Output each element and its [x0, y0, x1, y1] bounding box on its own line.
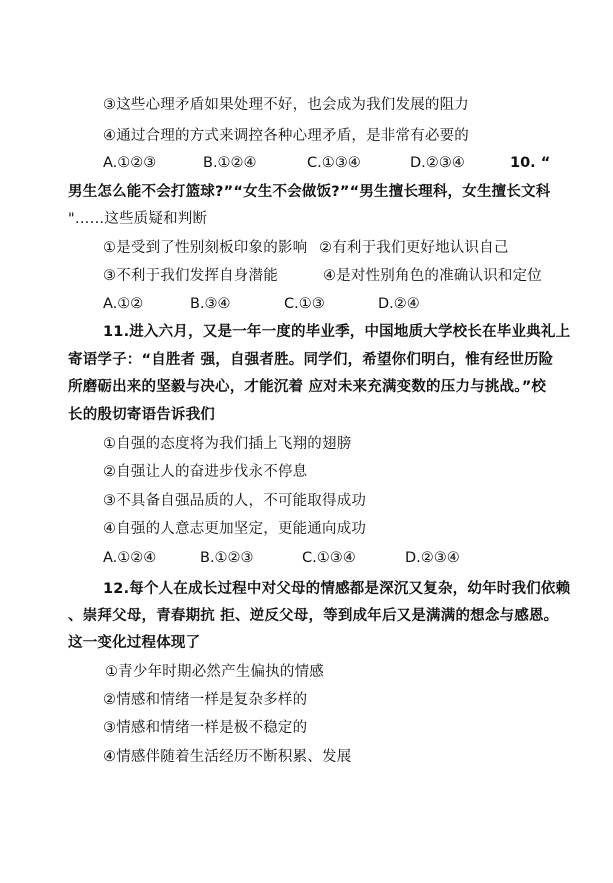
q11-option-b: B.①②③ [200, 550, 254, 566]
q10-option-d: D.②④ [378, 296, 420, 312]
q12-statement-4: ④情感伴随着生活经历不断积累、发展 [103, 749, 352, 765]
q10-stem-line-1: 男生怎么能不会打篮球?”“女生不会做饭?”“男生擅长理科，女生擅长文科 [68, 184, 551, 200]
q11-stem-line-1: 11.进入六月，又是一年一度的毕业季，中国地质大学校长在毕业典礼上 [103, 324, 571, 340]
q11-statement-1: ①自强的态度将为我们插上飞翔的翅膀 [103, 436, 352, 452]
q11-option-a: A.①②④ [103, 550, 157, 566]
q10-statement-3: ③不利于我们发挥自身潜能 [103, 268, 278, 284]
q9-option-b: B.①②④ [203, 155, 257, 171]
q10-statement-4: ④是对性别角色的准确认识和定位 [323, 268, 542, 284]
q11-statement-3: ③不具备自强品质的人，不可能取得成功 [103, 493, 367, 509]
q11-statement-4: ④自强的人意志更加坚定，更能通向成功 [103, 521, 367, 537]
q12-stem-line-3: 这一变化过程体现了 [68, 635, 201, 651]
q11-statement-2: ②自强让人的奋进步伐永不停息 [103, 464, 308, 480]
q10-statement-2: ②有利于我们更好地认识自己 [319, 240, 509, 256]
q10-number: 10. “ [510, 155, 551, 171]
q11-options [0, 548, 613, 570]
q9-statement-3: ③这些心理矛盾如果处理不好，也会成为我们发展的阻力 [103, 97, 469, 113]
q9-option-d: D.②③④ [410, 155, 465, 171]
q12-statement-1: ①青少年时期必然产生偏执的情感 [105, 664, 324, 680]
q9-option-c: C.①③④ [307, 155, 361, 171]
q12-stem-line-1: 12.每个人在成长过程中对父母的情感都是深沉又复杂，幼年时我们依赖 [103, 581, 571, 597]
q12-statement-3: ③情感和情绪一样是极不稳定的 [103, 720, 308, 736]
q12-statement-2: ②情感和情绪一样是复杂多样的 [103, 692, 308, 708]
q11-stem-line-4: 长的殷切寄语告诉我们 [68, 407, 215, 423]
q9-statement-4: ④通过合理的方式来调控各种心理矛盾，是非常有必要的 [103, 128, 469, 144]
q9-option-a: A.①②③ [103, 155, 157, 171]
q11-stem-line-3: 所磨砺出来的坚毅与决心，才能沉着 应对未来充满变数的压力与挑战。”校 [68, 379, 547, 395]
q10-options [0, 294, 613, 316]
q12-stem-line-2: 、崇拜父母，青春期抗 拒、逆反父母，等到成年后又是满满的想念与感恩。 [68, 608, 559, 624]
q10-stem-line-2: "……这些质疑和判断 [68, 211, 208, 227]
q10-statement-1: ①是受到了性别刻板印象的影响 [103, 240, 308, 256]
q10-option-c: C.①③ [284, 296, 325, 312]
q11-option-c: C.①③④ [302, 550, 356, 566]
q10-option-b: B.③④ [190, 296, 231, 312]
q11-stem-line-2: 寄语学子：“自胜者 强，自强者胜。同学们，希望你们明白，惟有经世历险 [68, 352, 554, 368]
q10-option-a: A.①② [103, 296, 144, 312]
q11-option-d: D.②③④ [405, 550, 460, 566]
q9-options [0, 153, 613, 175]
